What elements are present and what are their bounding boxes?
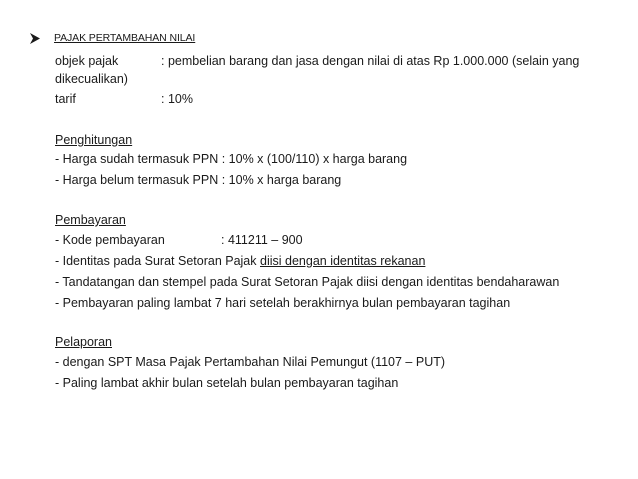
batas-pembayaran-row: - Pembayaran paling lambat 7 hari setelah berakhirnya bulan pembayaran tagihan	[55, 296, 511, 310]
tarif-label: tarif	[55, 92, 76, 106]
arrow-bullet-icon	[30, 33, 40, 44]
objek-pajak-label: objek pajak	[55, 54, 119, 68]
objek-pajak-value-cont: dikecualikan)	[55, 72, 128, 86]
main-heading: PAJAK PERTAMBAHAN NILAI	[54, 32, 196, 44]
penghitungan-item: - Harga belum termasuk PPN : 10% x harga barang	[55, 173, 342, 187]
identitas-row	[55, 253, 425, 269]
objek-pajak-row	[55, 53, 579, 69]
pembayaran-title: Pembayaran	[55, 213, 126, 227]
penghitungan-item: - Harga sudah termasuk PPN : 10% x (100/110) x harga barang	[55, 152, 408, 166]
pelaporan-title: Pelaporan	[55, 335, 112, 349]
tarif-value: : 10%	[161, 92, 193, 106]
tandatangan-row: - Tandatangan dan stempel pada Surat Setoran Pajak diisi dengan identitas bendaharawan	[55, 275, 560, 289]
objek-pajak-value: : pembelian barang dan jasa dengan nilai di atas Rp 1.000.000 (selain yang	[161, 54, 580, 68]
kode-pembayaran-row	[55, 232, 303, 248]
kode-pembayaran-value: : 411211 – 900	[221, 233, 303, 247]
identitas-underlined-text: diisi dengan identitas rekanan	[260, 254, 426, 268]
tarif-row	[55, 91, 193, 107]
pelaporan-item: - dengan SPT Masa Pajak Pertambahan Nilai Pemungut (1107 – PUT)	[55, 355, 446, 369]
kode-pembayaran-label: - Kode pembayaran	[55, 233, 165, 247]
identitas-text: - Identitas pada Surat Setoran Pajak	[55, 254, 260, 268]
pelaporan-item: - Paling lambat akhir bulan setelah bulan pembayaran tagihan	[55, 376, 399, 390]
main-heading-row	[30, 32, 195, 44]
penghitungan-title: Penghitungan	[55, 133, 133, 147]
